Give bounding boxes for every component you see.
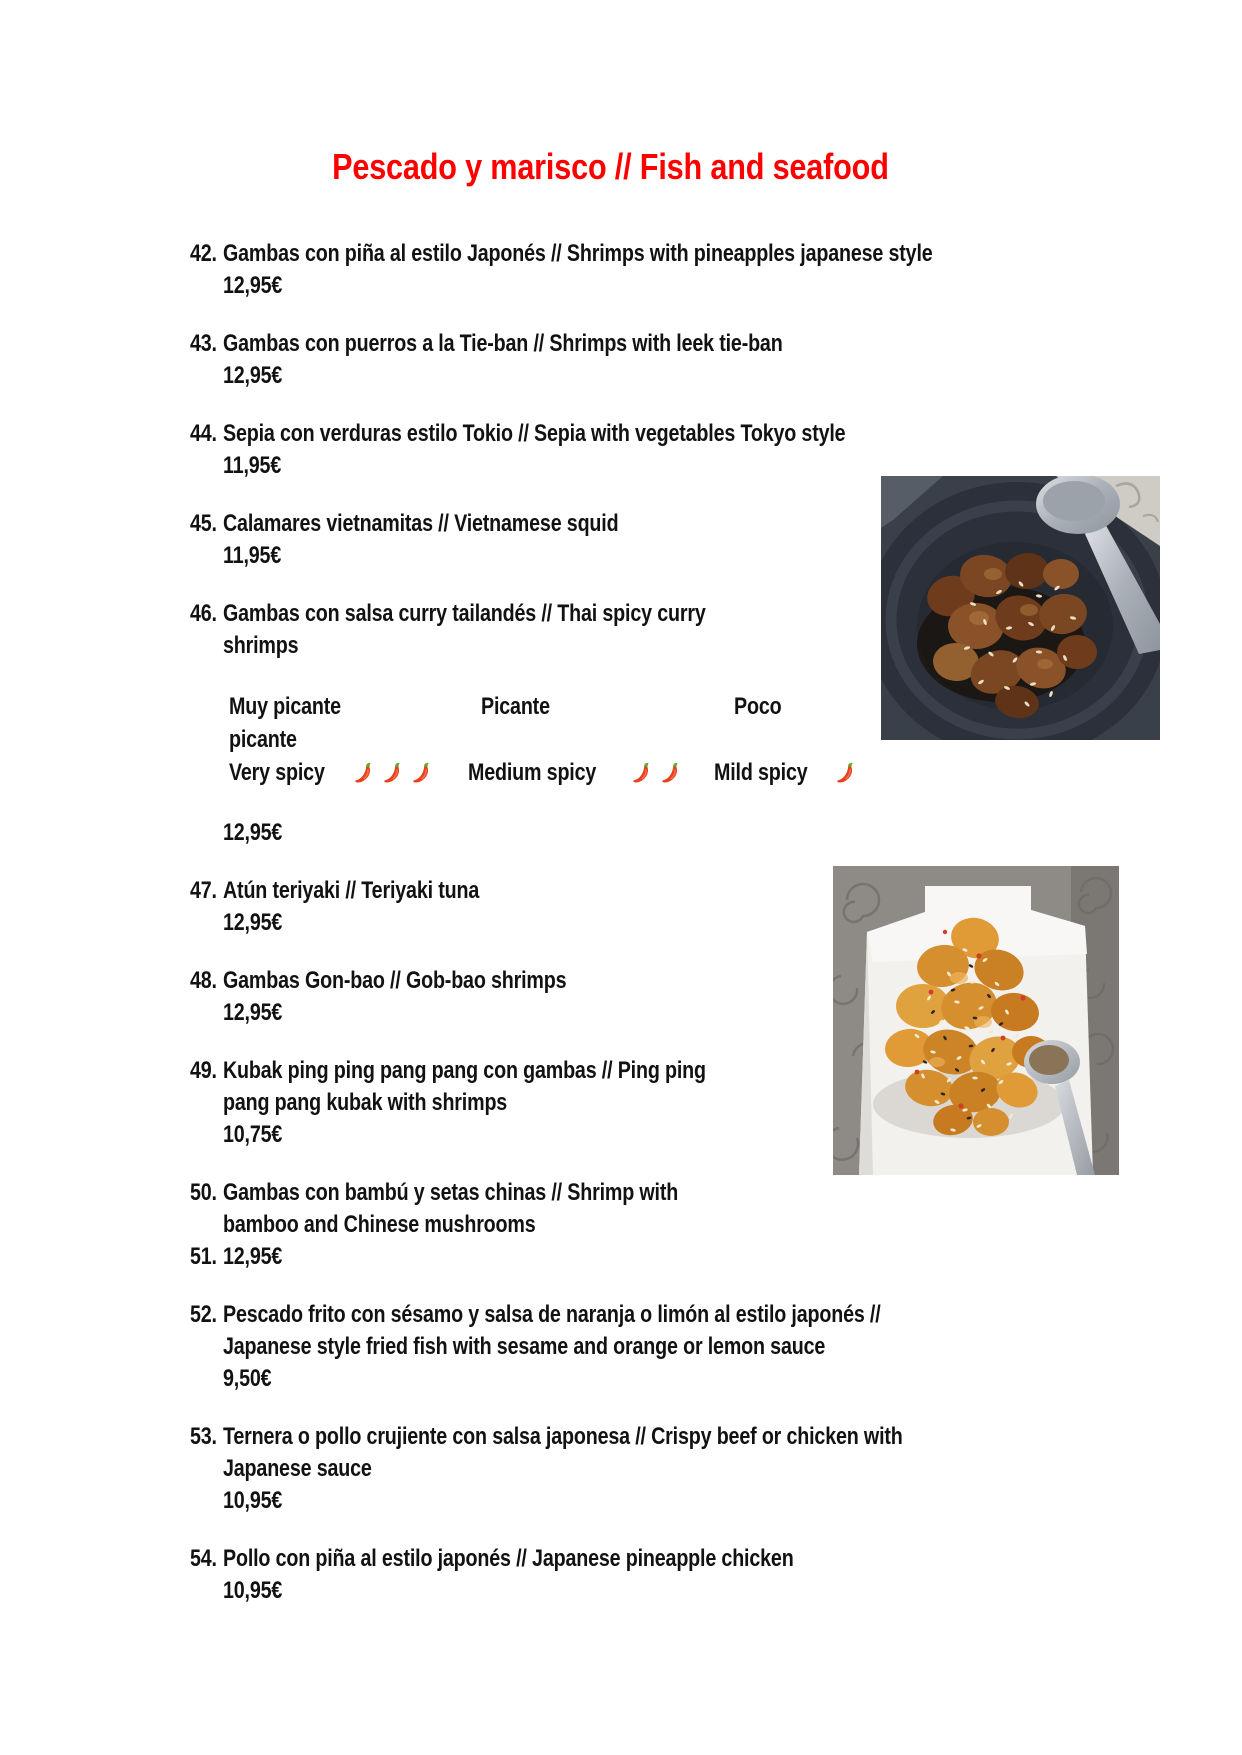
menu-item-text: Sepia con verduras estilo Tokio // Sepia with vegetables Tokyo style xyxy=(223,420,846,447)
menu-item-text: Gambas Gon-bao // Gob-bao shrimps xyxy=(223,967,567,994)
teriyaki-beef-photo xyxy=(881,476,1160,740)
menu-item xyxy=(190,418,1020,482)
item-number-text: 50. xyxy=(190,1179,217,1206)
item-number-text: 49. xyxy=(190,1057,217,1084)
menu-item-price: 12,95€ xyxy=(223,272,283,299)
hot-pepper-icon xyxy=(408,760,433,785)
spice-level-cell xyxy=(481,690,565,723)
spice-level-cell xyxy=(229,690,366,723)
item-number-text: 47. xyxy=(190,877,217,904)
menu-item-text: Calamares vietnamitas // Vietnamese squid xyxy=(223,510,619,537)
hot-pepper-icon xyxy=(350,760,375,785)
menu-item-text-line xyxy=(190,1299,1020,1331)
spice-level-label: Very spicy xyxy=(229,759,325,786)
menu-item-text: Pescado frito con sésamo y salsa de naranja o limón al estilo japonés // xyxy=(223,1301,881,1328)
spice-level-cell xyxy=(229,723,312,756)
item-number-text: 44. xyxy=(190,420,217,447)
menu-item-price: 12,95€ xyxy=(223,999,283,1026)
item-number-text: 53. xyxy=(190,1423,217,1450)
menu-item-price-line xyxy=(223,270,1020,302)
item-number-text: 52. xyxy=(190,1301,217,1328)
item-number-text: 42. xyxy=(190,240,217,267)
menu-item xyxy=(190,1299,1020,1395)
menu-item-price: 12,95€ xyxy=(223,819,283,846)
menu-item-text-line xyxy=(190,238,1020,270)
spice-level-cell xyxy=(714,756,857,789)
menu-item-text: Gambas con piña al estilo Japonés // Shrimps with pineapples japanese style xyxy=(223,240,933,267)
item-number xyxy=(190,1177,223,1209)
spice-level-label: Picante xyxy=(481,693,550,720)
menu-item-text: bamboo and Chinese mushrooms xyxy=(223,1211,536,1238)
item-number xyxy=(190,1543,223,1575)
item-number-text: 45. xyxy=(190,510,217,537)
spice-level-cell xyxy=(734,690,792,723)
item-number-text: 46. xyxy=(190,600,217,627)
item-number-text: 54. xyxy=(190,1545,217,1572)
menu-item-price-line xyxy=(223,817,1020,849)
spice-level-row-en xyxy=(223,756,1020,789)
item-number xyxy=(190,965,223,997)
menu-item-price: 10,95€ xyxy=(223,1577,283,1604)
menu-item-price-line xyxy=(190,1241,1020,1273)
menu-item-price-line xyxy=(223,1485,1020,1517)
menu-item-text-line xyxy=(190,1421,1020,1453)
hot-pepper-icon xyxy=(657,760,682,785)
menu-item-text: Japanese sauce xyxy=(223,1455,372,1482)
menu-item-text: Gambas con puerros a la Tie-ban // Shrimps with leek tie-ban xyxy=(223,330,783,357)
menu-item-text-line xyxy=(223,1453,1020,1485)
menu-item-price: 12,95€ xyxy=(223,362,283,389)
menu-item xyxy=(190,1177,1020,1241)
menu-item-text-line xyxy=(190,1543,1020,1575)
menu-item-price: 12,95€ xyxy=(223,909,283,936)
menu-item-price-line xyxy=(223,360,1020,392)
menu-item xyxy=(190,1421,1020,1517)
menu-item-text: Japanese style fried fish with sesame and orange or lemon sauce xyxy=(223,1333,826,1360)
menu-item-text: Ternera o pollo crujiente con salsa japonesa // Crispy beef or chicken with xyxy=(223,1423,903,1450)
item-number xyxy=(190,598,223,630)
menu-item-price: 9,50€ xyxy=(223,1365,272,1392)
item-number xyxy=(190,1299,223,1331)
hot-pepper-icon xyxy=(379,760,404,785)
spice-level-label: Medium spicy xyxy=(468,759,597,786)
spice-level-label: Muy picante xyxy=(229,693,341,720)
menu-item xyxy=(190,238,1020,302)
item-number xyxy=(190,328,223,360)
item-number xyxy=(190,1055,223,1087)
menu-item-text-line xyxy=(190,1177,1020,1209)
item-number-text: 43. xyxy=(190,330,217,357)
menu-item-price-line xyxy=(223,1363,1020,1395)
menu-item-text-line xyxy=(190,418,1020,450)
menu-item-text: Atún teriyaki // Teriyaki tuna xyxy=(223,877,480,904)
menu-item-price: 10,95€ xyxy=(223,1487,283,1514)
page-title-text: Pescado y marisco // Fish and seafood xyxy=(331,146,889,187)
spice-level-cell xyxy=(229,756,433,789)
item-number xyxy=(190,238,223,270)
item-number-text: 51. xyxy=(190,1243,217,1270)
item-number xyxy=(190,508,223,540)
menu-item-text: shrimps xyxy=(223,632,299,659)
spice-level-label: picante xyxy=(229,726,297,753)
spice-level-label: Mild spicy xyxy=(714,759,808,786)
menu-item-text-line xyxy=(190,328,1020,360)
item-number xyxy=(190,418,223,450)
menu-item-text-line xyxy=(223,1209,1020,1241)
item-number xyxy=(190,1421,223,1453)
item-number xyxy=(190,1241,223,1273)
menu-item-text: Kubak ping ping pang pang con gambas // Ping ping xyxy=(223,1057,706,1084)
menu-item-text: Gambas con salsa curry tailandés // Thai spicy curry xyxy=(223,600,706,627)
menu-item-price-line xyxy=(223,1575,1020,1607)
menu-item-text: pang pang kubak with shrimps xyxy=(223,1089,508,1116)
menu-item-text: Pollo con piña al estilo japonés // Japanese pineapple chicken xyxy=(223,1545,794,1572)
menu-item-text-line xyxy=(223,1331,1020,1363)
menu-item-price: 11,95€ xyxy=(223,452,282,479)
menu-item xyxy=(190,1241,1020,1273)
menu-item-price: 11,95€ xyxy=(223,542,282,569)
item-number xyxy=(190,875,223,907)
menu-item-text: Gambas con bambú y setas chinas // Shrimp with xyxy=(223,1179,679,1206)
spice-level-cell xyxy=(468,756,682,789)
spice-level-label: Poco xyxy=(734,693,782,720)
sesame-fried-photo xyxy=(833,866,1119,1175)
menu-item-price: 12,95€ xyxy=(223,1243,283,1270)
hot-pepper-icon xyxy=(628,760,653,785)
page-title xyxy=(170,148,1050,186)
menu-item-price: 10,75€ xyxy=(223,1121,283,1148)
menu-item xyxy=(190,1543,1020,1607)
item-number-text: 48. xyxy=(190,967,217,994)
menu-item xyxy=(190,328,1020,392)
hot-pepper-icon xyxy=(832,760,857,785)
